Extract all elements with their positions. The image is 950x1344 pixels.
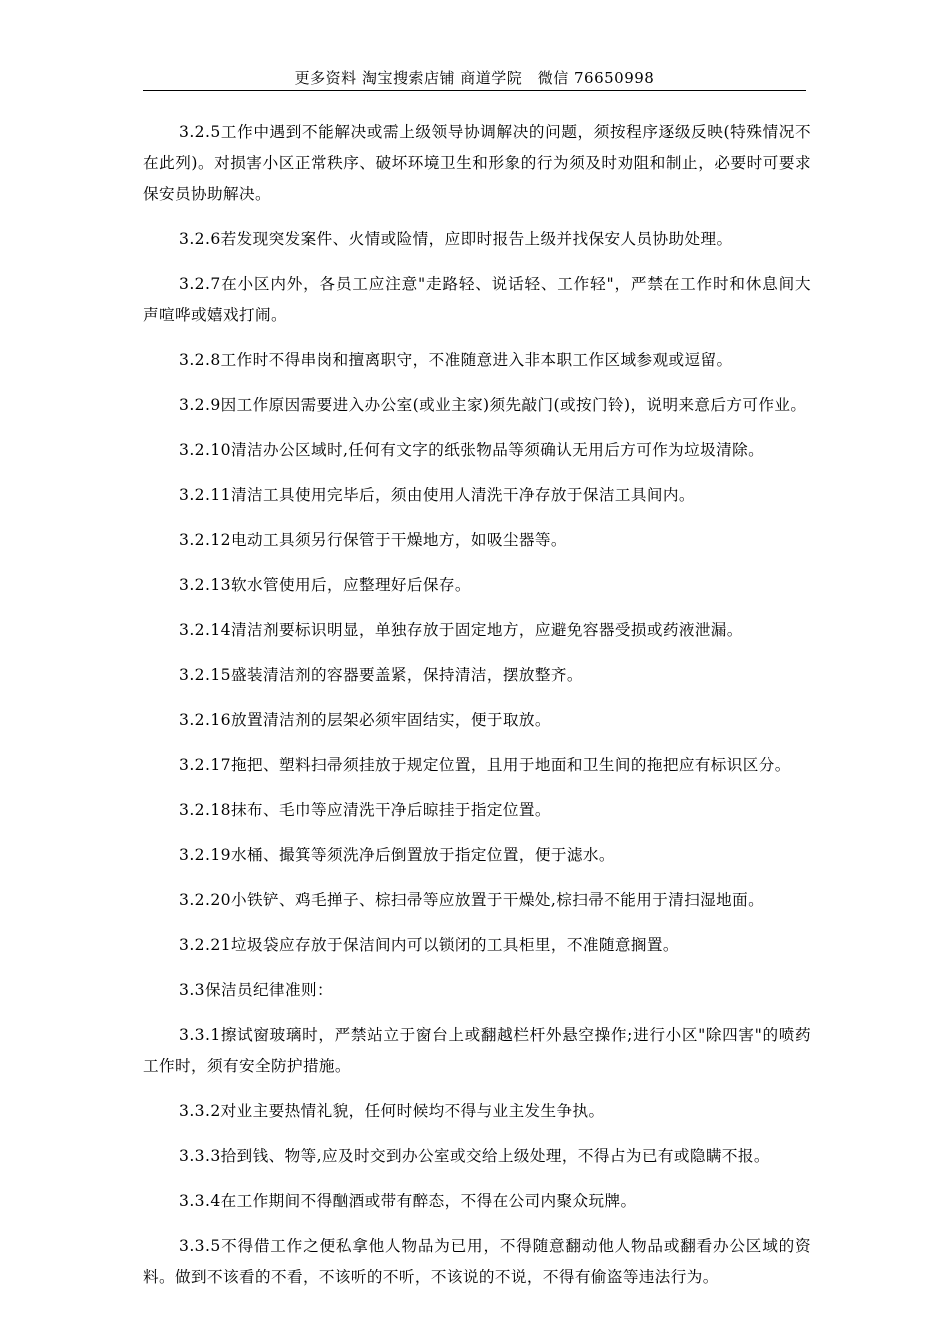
paragraph-3-2-20: 3.2.20小铁铲、鸡毛掸子、棕扫帚等应放置于干燥处,棕扫帚不能用于清扫湿地面。 (179, 891, 765, 909)
paragraph-3-2-19: 3.2.19水桶、撮箕等须洗净后倒置放于指定位置，便于滤水。 (179, 846, 615, 864)
section-heading-3-3: 3.3保洁员纪律准则： (179, 981, 333, 999)
paragraph-3-3-3: 3.3.3拾到钱、物等,应及时交到办公室或交给上级处理，不得占为已有或隐瞒不报。 (179, 1147, 770, 1165)
paragraph-3-2-13: 3.2.13软水管使用后，应整理好后保存。 (179, 576, 471, 594)
paragraph-3-2-6: 3.2.6若发现突发案件、火情或险情，应即时报告上级并找保安人员协助处理。 (179, 230, 733, 248)
paragraph-3-2-15: 3.2.15盛装清洁剂的容器要盖紧，保持清洁，摆放整齐。 (179, 666, 583, 684)
paragraph-3-2-5: 3.2.5工作中遇到不能解决或需上级领导协调解决的问题，须按程序逐级反映(特殊情况不在此列)。对损害小区正常秩序、破坏环境卫生和形象的行为须及时劝阻和制止，必要时可要求保安员协助解决。 (143, 123, 811, 203)
paragraph-3-2-16: 3.2.16放置清洁剂的层架必须牢固结实，便于取放。 (179, 711, 551, 729)
paragraph-3-3-1: 3.3.1擦试窗玻璃时，严禁站立于窗台上或翻越栏杆外悬空操作;进行小区"除四害"的喷药工作时，须有安全防护措施。 (143, 1026, 811, 1075)
paragraph-3-3-2: 3.3.2对业主要热情礼貌，任何时候均不得与业主发生争执。 (179, 1102, 605, 1120)
paragraph-3-2-21: 3.2.21垃圾袋应存放于保洁间内可以锁闭的工具柜里，不准随意搁置。 (179, 936, 679, 954)
paragraph-3-2-8: 3.2.8工作时不得串岗和擅离职守，不准随意进入非本职工作区域参观或逗留。 (179, 351, 733, 369)
paragraph-3-3-4: 3.3.4在工作期间不得酗酒或带有醉态，不得在公司内聚众玩牌。 (179, 1192, 637, 1210)
paragraph-3-3-5: 3.3.5不得借工作之便私拿他人物品为已用，不得随意翻动他人物品或翻看办公区域的资料。做到不该看的不看，不该听的不听，不该说的不说，不得有偷盗等违法行为。 (143, 1237, 811, 1286)
document-body (143, 117, 811, 1307)
paragraph-3-2-17: 3.2.17拖把、塑料扫帚须挂放于规定位置，且用于地面和卫生间的拖把应有标识区分。 (179, 756, 791, 774)
paragraph-3-2-10: 3.2.10清洁办公区域时,任何有文字的纸张物品等须确认无用后方可作为垃圾清除。 (179, 441, 765, 459)
paragraph-3-2-11: 3.2.11清洁工具使用完毕后，须由使用人清洗干净存放于保洁工具间内。 (179, 486, 695, 504)
paragraph-3-2-18: 3.2.18抹布、毛巾等应清洗干净后晾挂于指定位置。 (179, 801, 551, 819)
paragraph-3-2-14: 3.2.14清洁剂要标识明显，单独存放于固定地方，应避免容器受损或药液泄漏。 (179, 621, 743, 639)
paragraph-3-2-7: 3.2.7在小区内外，各员工应注意"走路轻、说话轻、工作轻"，严禁在工作时和休息间大声喧哗或嬉戏打闹。 (143, 275, 811, 324)
page-header: 更多资料 淘宝搜索店铺 商道学院 微信 76650998 (143, 68, 806, 91)
paragraph-3-2-9: 3.2.9因工作原因需要进入办公室(或业主家)须先敲门(或按门铃)，说明来意后方可作业。 (179, 396, 807, 414)
paragraph-3-2-12: 3.2.12电动工具须另行保管于干燥地方，如吸尘器等。 (179, 531, 567, 549)
